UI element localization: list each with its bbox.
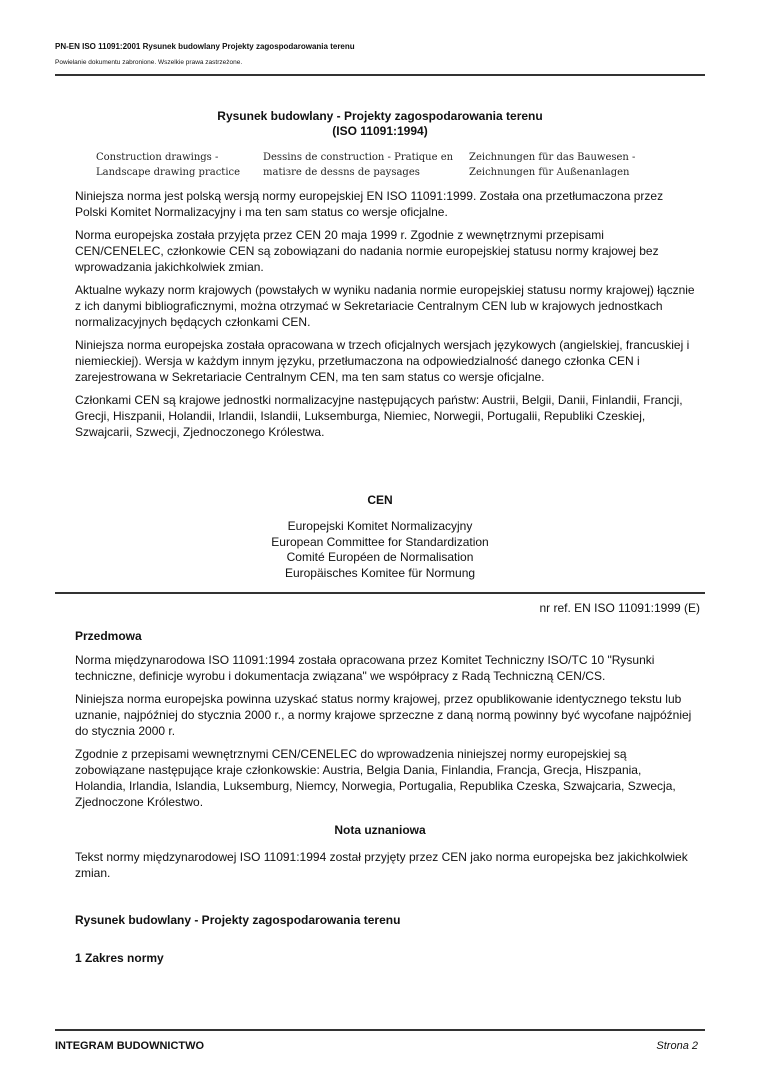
paragraph: Aktualne wykazy norm krajowych (powstałych w wyniku nadania normie europejskiej statusu normy krajowej) łącznie z ich danymi bibliograficznymi, można otrzymać w Sekretariacie Centralnym CEN lub w krajowych jednostkach normalizacyjnych będących członkami CEN. [75, 283, 695, 329]
cen-heading: CEN [367, 493, 393, 507]
translation-line: Landscape drawing practice [96, 167, 241, 178]
translation-en [96, 150, 240, 180]
document-title [0, 109, 760, 139]
cen-name: Europejski Komitet Normalizacyjny [287, 519, 473, 533]
cen-names [0, 519, 760, 581]
footer-rule [55, 1029, 705, 1031]
cen-name: European Committee for Standardization [271, 534, 489, 549]
paragraph: Członkami CEN są krajowe jednostki normalizacyjne następujących państw: Austrii, Belgii, Danii, Finlandii, Francji, Grecji, Hiszpanii, Holandii, Irlandii, Islandii, Luksemburga, Niemiec, Norwegii, Portugalii, Republiki Czeskiej, Szwajcarii, Szwecji, Zjednoczonego Królestwa. [75, 393, 683, 439]
header-rule [55, 74, 705, 76]
translation-line: Zeichnungen für das Bauwesen - [469, 152, 636, 163]
intro-section [75, 188, 695, 447]
paragraph: Niniejsza norma europejska została opracowana w trzech oficjalnych wersjach językowych (angielskiej, francuskiej i niemieckiej). Wersja w każdym innym języku, przetłumaczona na odpowiedzialność danego członka CEN i zarejestrowana w Sekretariacie Centralnym CEN, ma ten sam status co wersje oficjalne. [75, 338, 690, 384]
paragraph: Norma międzynarodowa ISO 11091:1994 została opracowana przez Komitet Techniczny ISO/TC 10 "Rysunki techniczne, definicje wyrobu i dokumentacja związana" we współpracy z Radą Techniczną CEN/CS. [75, 653, 655, 683]
footer-publisher: INTEGRAM BUDOWNICTWO [55, 1040, 205, 1052]
cen-name: Comité Européen de Normalisation [286, 550, 474, 564]
title-line: Rysunek budowlany - Projekty zagospodarowania terenu [217, 109, 543, 123]
translation-line: Construction drawings - [96, 152, 219, 163]
cen-rule [55, 592, 705, 594]
header-copyright: Powielanie dokumentu zabronione. Wszelkie prawa zastrzeżone. [55, 59, 243, 66]
translation-line: Dessins de construction - Pratique en [263, 152, 454, 163]
translation-line: Zeichnungen für Außenanlagen [469, 167, 630, 178]
paragraph: Norma europejska została przyjęta przez CEN 20 maja 1999 r. Zgodnie z wewnętrznymi przepisami CEN/CENELEC, członkowie CEN są zobowiązani do nadania normie europejskiej statusu normy krajowej bez wprowadzania jakichkolwiek zmian. [75, 228, 659, 274]
paragraph: Zgodnie z przepisami wewnętrznymi CEN/CENELEC do wprowadzenia niniejszej normy europejskiej są zobowiązane następujące kraje członkowskie: Austria, Belgia Dania, Finlandia, Francja, Grecja, Hiszpania, Holandia, Irlandia, Islandia, Luksemburg, Niemcy, Norwegia, Portugalia, Republika Czeska, Szwajcaria, Szwecja, Zjednoczone Królestwo. [75, 747, 676, 809]
foreword-heading: Przedmowa [75, 629, 142, 643]
section-title: Rysunek budowlany - Projekty zagospodarowania terenu [75, 913, 401, 927]
translation-de [469, 150, 635, 180]
foreword-section [75, 652, 695, 817]
translation-line: matiзre de dessns de paysages [263, 167, 420, 178]
note-heading: Nota uznaniowa [334, 823, 426, 837]
translation-fr [263, 150, 453, 180]
title-iso: (ISO 11091:1994) [332, 124, 428, 138]
paragraph: Niniejsza norma europejska powinna uzyskać status normy krajowej, przez opublikowanie identycznego tekstu lub uznanie, najpóźniej do stycznia 2000 r., a normy krajowe sprzeczne z daną normą powinny być wycofane najpóźniej do stycznia 2000 r. [75, 692, 692, 738]
note-text: Tekst normy międzynarodowej ISO 11091:1994 został przyjęty przez CEN jako norma europejska bez jakichkolwiek zmian. [75, 850, 688, 880]
page-number: Strona 2 [656, 1040, 698, 1052]
reference-number: nr ref. EN ISO 11091:1999 (E) [539, 601, 700, 615]
paragraph: Niniejsza norma jest polską wersją normy europejskiej EN ISO 11091:1999. Została ona przetłumaczona przez Polski Komitet Normalizacyjny i ma ten sam status co wersje oficjalne. [75, 189, 664, 219]
header-title: PN-EN ISO 11091:2001 Rysunek budowlany Projekty zagospodarowania terenu [55, 42, 355, 51]
section-1-heading: 1 Zakres normy [75, 951, 164, 965]
cen-name: Europäisches Komitee für Normung [284, 565, 476, 580]
